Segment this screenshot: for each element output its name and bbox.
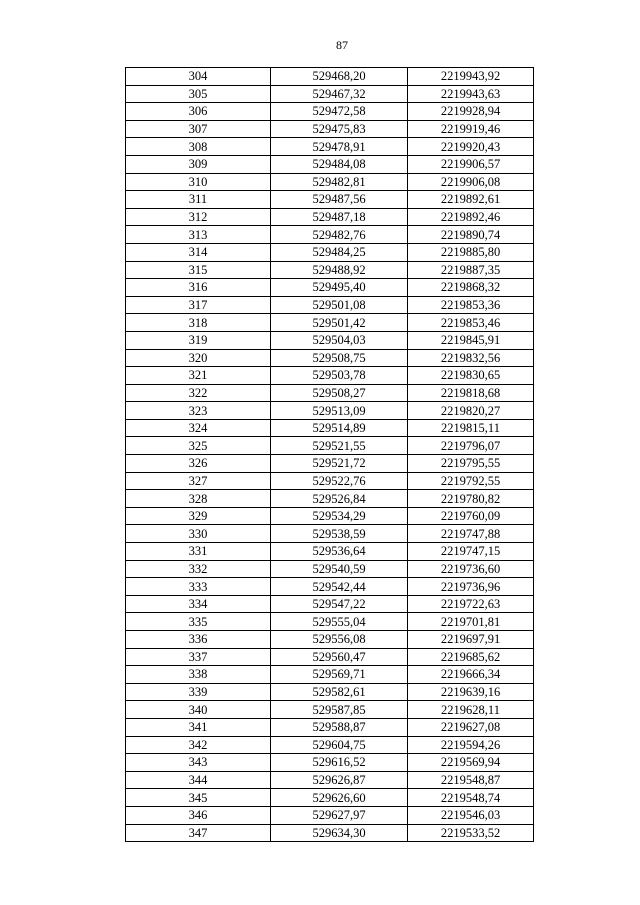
y-coordinate-cell: 2219736,96 xyxy=(408,578,534,596)
table-row xyxy=(126,173,534,191)
table-row xyxy=(126,384,534,402)
point-number-cell: 307 xyxy=(126,120,271,138)
point-number-cell: 323 xyxy=(126,402,271,420)
coordinates-table xyxy=(125,67,534,842)
point-number-cell: 342 xyxy=(126,736,271,754)
table-row xyxy=(126,754,534,772)
point-number-cell: 330 xyxy=(126,525,271,543)
point-number-cell: 306 xyxy=(126,103,271,121)
table-row xyxy=(126,806,534,824)
point-number-cell: 313 xyxy=(126,226,271,244)
y-coordinate-cell: 2219697,91 xyxy=(408,631,534,649)
y-coordinate-cell: 2219795,55 xyxy=(408,455,534,473)
point-number-cell: 332 xyxy=(126,560,271,578)
x-coordinate-cell: 529508,27 xyxy=(271,384,408,402)
point-number-cell: 311 xyxy=(126,191,271,209)
x-coordinate-cell: 529560,47 xyxy=(271,648,408,666)
y-coordinate-cell: 2219830,65 xyxy=(408,367,534,385)
table-row xyxy=(126,472,534,490)
x-coordinate-cell: 529521,72 xyxy=(271,455,408,473)
point-number-cell: 327 xyxy=(126,472,271,490)
y-coordinate-cell: 2219666,34 xyxy=(408,666,534,684)
point-number-cell: 343 xyxy=(126,754,271,772)
point-number-cell: 329 xyxy=(126,507,271,525)
point-number-cell: 322 xyxy=(126,384,271,402)
table-row xyxy=(126,507,534,525)
page-number: 87 xyxy=(336,38,348,52)
point-number-cell: 310 xyxy=(126,173,271,191)
y-coordinate-cell: 2219569,94 xyxy=(408,754,534,772)
x-coordinate-cell: 529556,08 xyxy=(271,631,408,649)
table-row xyxy=(126,68,534,86)
point-number-cell: 346 xyxy=(126,806,271,824)
table-row xyxy=(126,560,534,578)
x-coordinate-cell: 529534,29 xyxy=(271,507,408,525)
x-coordinate-cell: 529582,61 xyxy=(271,683,408,701)
x-coordinate-cell: 529536,64 xyxy=(271,543,408,561)
point-number-cell: 314 xyxy=(126,243,271,261)
y-coordinate-cell: 2219885,80 xyxy=(408,243,534,261)
point-number-cell: 305 xyxy=(126,85,271,103)
y-coordinate-cell: 2219928,94 xyxy=(408,103,534,121)
x-coordinate-cell: 529626,87 xyxy=(271,771,408,789)
x-coordinate-cell: 529521,55 xyxy=(271,437,408,455)
x-coordinate-cell: 529514,89 xyxy=(271,419,408,437)
point-number-cell: 336 xyxy=(126,631,271,649)
x-coordinate-cell: 529478,91 xyxy=(271,138,408,156)
table-row xyxy=(126,226,534,244)
y-coordinate-cell: 2219792,55 xyxy=(408,472,534,490)
x-coordinate-cell: 529627,97 xyxy=(271,806,408,824)
y-coordinate-cell: 2219919,46 xyxy=(408,120,534,138)
y-coordinate-cell: 2219796,07 xyxy=(408,437,534,455)
y-coordinate-cell: 2219890,74 xyxy=(408,226,534,244)
y-coordinate-cell: 2219892,61 xyxy=(408,191,534,209)
table-row xyxy=(126,314,534,332)
point-number-cell: 345 xyxy=(126,789,271,807)
x-coordinate-cell: 529547,22 xyxy=(271,595,408,613)
x-coordinate-cell: 529472,58 xyxy=(271,103,408,121)
table-row xyxy=(126,402,534,420)
x-coordinate-cell: 529482,81 xyxy=(271,173,408,191)
x-coordinate-cell: 529504,03 xyxy=(271,331,408,349)
y-coordinate-cell: 2219780,82 xyxy=(408,490,534,508)
point-number-cell: 316 xyxy=(126,279,271,297)
x-coordinate-cell: 529522,76 xyxy=(271,472,408,490)
table-row xyxy=(126,155,534,173)
x-coordinate-cell: 529588,87 xyxy=(271,718,408,736)
y-coordinate-cell: 2219533,52 xyxy=(408,824,534,842)
point-number-cell: 317 xyxy=(126,296,271,314)
table-row xyxy=(126,349,534,367)
y-coordinate-cell: 2219685,62 xyxy=(408,648,534,666)
table-row xyxy=(126,85,534,103)
x-coordinate-cell: 529482,76 xyxy=(271,226,408,244)
x-coordinate-cell: 529484,25 xyxy=(271,243,408,261)
point-number-cell: 340 xyxy=(126,701,271,719)
table-row xyxy=(126,103,534,121)
table-row xyxy=(126,789,534,807)
table-row xyxy=(126,613,534,631)
point-number-cell: 312 xyxy=(126,208,271,226)
x-coordinate-cell: 529468,20 xyxy=(271,68,408,86)
table-row xyxy=(126,701,534,719)
point-number-cell: 324 xyxy=(126,419,271,437)
point-number-cell: 338 xyxy=(126,666,271,684)
y-coordinate-cell: 2219818,68 xyxy=(408,384,534,402)
table-row xyxy=(126,419,534,437)
table-row xyxy=(126,683,534,701)
y-coordinate-cell: 2219906,08 xyxy=(408,173,534,191)
x-coordinate-cell: 529467,32 xyxy=(271,85,408,103)
x-coordinate-cell: 529526,84 xyxy=(271,490,408,508)
y-coordinate-cell: 2219887,35 xyxy=(408,261,534,279)
y-coordinate-cell: 2219906,57 xyxy=(408,155,534,173)
y-coordinate-cell: 2219594,26 xyxy=(408,736,534,754)
y-coordinate-cell: 2219892,46 xyxy=(408,208,534,226)
point-number-cell: 320 xyxy=(126,349,271,367)
point-number-cell: 344 xyxy=(126,771,271,789)
y-coordinate-cell: 2219943,63 xyxy=(408,85,534,103)
point-number-cell: 309 xyxy=(126,155,271,173)
table-row xyxy=(126,824,534,842)
y-coordinate-cell: 2219845,91 xyxy=(408,331,534,349)
y-coordinate-cell: 2219820,27 xyxy=(408,402,534,420)
x-coordinate-cell: 529501,42 xyxy=(271,314,408,332)
y-coordinate-cell: 2219736,60 xyxy=(408,560,534,578)
table-row xyxy=(126,208,534,226)
y-coordinate-cell: 2219628,11 xyxy=(408,701,534,719)
point-number-cell: 328 xyxy=(126,490,271,508)
y-coordinate-cell: 2219701,81 xyxy=(408,613,534,631)
y-coordinate-cell: 2219815,11 xyxy=(408,419,534,437)
x-coordinate-cell: 529616,52 xyxy=(271,754,408,772)
x-coordinate-cell: 529508,75 xyxy=(271,349,408,367)
point-number-cell: 318 xyxy=(126,314,271,332)
x-coordinate-cell: 529555,04 xyxy=(271,613,408,631)
table-row xyxy=(126,138,534,156)
point-number-cell: 319 xyxy=(126,331,271,349)
table-row xyxy=(126,243,534,261)
y-coordinate-cell: 2219943,92 xyxy=(408,68,534,86)
y-coordinate-cell: 2219722,63 xyxy=(408,595,534,613)
x-coordinate-cell: 529604,75 xyxy=(271,736,408,754)
point-number-cell: 333 xyxy=(126,578,271,596)
table-row xyxy=(126,648,534,666)
y-coordinate-cell: 2219546,03 xyxy=(408,806,534,824)
x-coordinate-cell: 529587,85 xyxy=(271,701,408,719)
y-coordinate-cell: 2219920,43 xyxy=(408,138,534,156)
table-row xyxy=(126,261,534,279)
table-row xyxy=(126,718,534,736)
x-coordinate-cell: 529503,78 xyxy=(271,367,408,385)
x-coordinate-cell: 529540,59 xyxy=(271,560,408,578)
table-row xyxy=(126,771,534,789)
y-coordinate-cell: 2219548,74 xyxy=(408,789,534,807)
point-number-cell: 326 xyxy=(126,455,271,473)
table-row xyxy=(126,595,534,613)
y-coordinate-cell: 2219832,56 xyxy=(408,349,534,367)
point-number-cell: 331 xyxy=(126,543,271,561)
y-coordinate-cell: 2219627,08 xyxy=(408,718,534,736)
x-coordinate-cell: 529569,71 xyxy=(271,666,408,684)
y-coordinate-cell: 2219639,16 xyxy=(408,683,534,701)
x-coordinate-cell: 529542,44 xyxy=(271,578,408,596)
table-row xyxy=(126,191,534,209)
x-coordinate-cell: 529495,40 xyxy=(271,279,408,297)
table-row xyxy=(126,543,534,561)
y-coordinate-cell: 2219747,15 xyxy=(408,543,534,561)
point-number-cell: 321 xyxy=(126,367,271,385)
table-row xyxy=(126,455,534,473)
x-coordinate-cell: 529626,60 xyxy=(271,789,408,807)
point-number-cell: 325 xyxy=(126,437,271,455)
table-row xyxy=(126,120,534,138)
point-number-cell: 315 xyxy=(126,261,271,279)
x-coordinate-cell: 529475,83 xyxy=(271,120,408,138)
x-coordinate-cell: 529538,59 xyxy=(271,525,408,543)
point-number-cell: 334 xyxy=(126,595,271,613)
table-row xyxy=(126,525,534,543)
y-coordinate-cell: 2219853,36 xyxy=(408,296,534,314)
table-row xyxy=(126,331,534,349)
y-coordinate-cell: 2219548,87 xyxy=(408,771,534,789)
point-number-cell: 339 xyxy=(126,683,271,701)
x-coordinate-cell: 529487,56 xyxy=(271,191,408,209)
x-coordinate-cell: 529488,92 xyxy=(271,261,408,279)
table-row xyxy=(126,437,534,455)
y-coordinate-cell: 2219747,88 xyxy=(408,525,534,543)
x-coordinate-cell: 529513,09 xyxy=(271,402,408,420)
x-coordinate-cell: 529634,30 xyxy=(271,824,408,842)
y-coordinate-cell: 2219853,46 xyxy=(408,314,534,332)
table-row xyxy=(126,296,534,314)
point-number-cell: 337 xyxy=(126,648,271,666)
table-row xyxy=(126,490,534,508)
y-coordinate-cell: 2219760,09 xyxy=(408,507,534,525)
point-number-cell: 347 xyxy=(126,824,271,842)
table-row xyxy=(126,666,534,684)
table-row xyxy=(126,736,534,754)
x-coordinate-cell: 529484,08 xyxy=(271,155,408,173)
point-number-cell: 341 xyxy=(126,718,271,736)
x-coordinate-cell: 529501,08 xyxy=(271,296,408,314)
table-row xyxy=(126,367,534,385)
point-number-cell: 304 xyxy=(126,68,271,86)
table-row xyxy=(126,631,534,649)
point-number-cell: 335 xyxy=(126,613,271,631)
coordinates-table-body xyxy=(126,68,534,842)
y-coordinate-cell: 2219868,32 xyxy=(408,279,534,297)
table-row xyxy=(126,578,534,596)
point-number-cell: 308 xyxy=(126,138,271,156)
x-coordinate-cell: 529487,18 xyxy=(271,208,408,226)
table-row xyxy=(126,279,534,297)
